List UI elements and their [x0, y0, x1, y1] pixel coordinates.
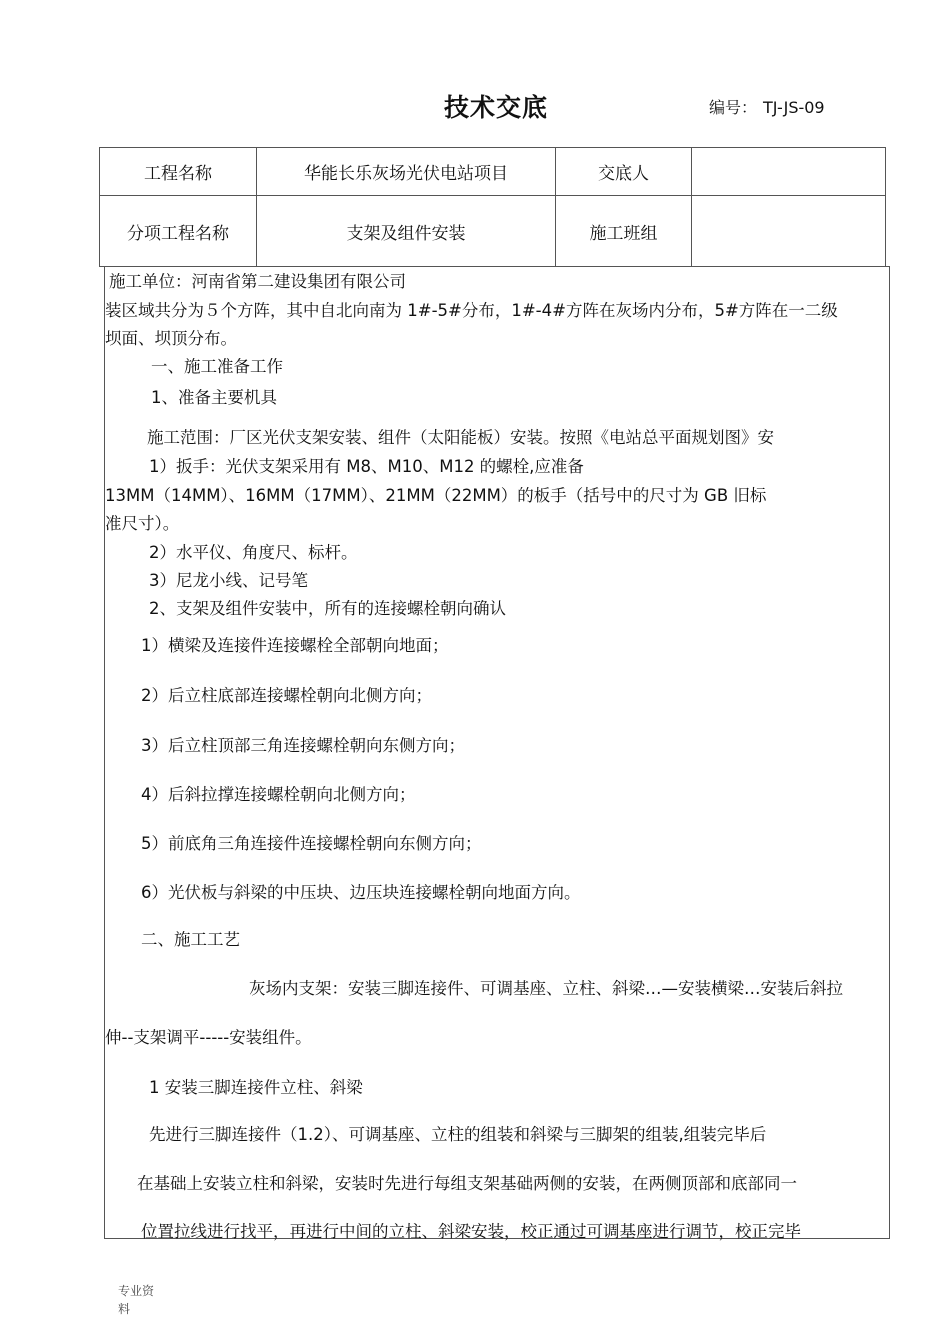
header-row-subproject — [100, 196, 886, 267]
section-heading: 一、施工准备工作 — [151, 357, 283, 376]
disclosure-content-box — [104, 266, 890, 1239]
header-table — [99, 147, 886, 267]
body-line: 2）水平仪、角度尺、标杆。 — [149, 543, 358, 562]
document-number-value: TJ-JS-09 — [763, 98, 825, 117]
body-line: 施工单位：河南省第二建设集团有限公司 — [109, 272, 406, 291]
sub-project-value: 支架及组件安装 — [257, 196, 556, 267]
body-line: 1 安装三脚连接件立柱、斜梁 — [149, 1078, 363, 1097]
body-line: 灰场内支架：安装三脚连接件、可调基座、立柱、斜梁…—安装横梁…安装后斜拉 — [249, 979, 843, 998]
body-line: 3）尼龙小线、记号笔 — [149, 571, 308, 590]
document-number — [709, 95, 825, 118]
body-line: 先进行三脚连接件（1.2）、可调基座、立柱的组装和斜梁与三脚架的组装,组装完毕后 — [149, 1125, 767, 1144]
body-line: 1）扳手：光伏支架采用有 M8、M10、M12 的螺栓,应准备 — [149, 457, 584, 476]
body-line: 13MM（14MM）、16MM（17MM）、21MM（22MM）的板手（括号中的尺寸为 GB 旧标 — [105, 486, 767, 505]
document-number-label: 编号： — [709, 98, 758, 117]
sub-project-label: 分项工程名称 — [100, 196, 257, 267]
body-line: 6）光伏板与斜梁的中压块、边压块连接螺栓朝向地面方向。 — [141, 883, 581, 902]
footer-line: 专业资 — [118, 1284, 155, 1298]
body-line: 3）后立柱顶部三角连接螺栓朝向东侧方向； — [141, 736, 465, 755]
body-line: 准尺寸）。 — [105, 514, 180, 533]
body-line: 4）后斜拉撑连接螺栓朝向北侧方向； — [141, 785, 416, 804]
body-line: 5）前底角三角连接件连接螺栓朝向东侧方向； — [141, 834, 482, 853]
project-name-value: 华能长乐灰场光伏电站项目 — [257, 148, 556, 196]
team-value — [692, 196, 886, 267]
body-line: 1）横梁及连接件连接螺栓全部朝向地面； — [141, 636, 449, 655]
disclosed-by-label: 交底人 — [556, 148, 692, 196]
body-line: 位置拉线进行找平，再进行中间的立柱、斜梁安装，校正通过可调基座进行调节，校正完毕 — [141, 1222, 801, 1241]
body-line: 坝面、坝顶分布。 — [105, 329, 237, 348]
project-name-label: 工程名称 — [100, 148, 257, 196]
body-line: 2、支架及组件安装中，所有的连接螺栓朝向确认 — [149, 599, 506, 618]
disclosed-by-value — [692, 148, 886, 196]
page-footer — [118, 1282, 154, 1318]
header-row-project — [100, 148, 886, 196]
team-label: 施工班组 — [556, 196, 692, 267]
section-heading: 二、施工工艺 — [141, 930, 240, 949]
body-line: 在基础上安装立柱和斜梁，安装时先进行每组支架基础两侧的安装，在两侧顶部和底部同一 — [137, 1174, 797, 1193]
body-line: 施工范围：厂区光伏支架安装、组件（太阳能板）安装。按照《电站总平面规划图》安 — [147, 428, 774, 447]
document-title: 技术交底 — [444, 93, 549, 122]
body-line: 1、准备主要机具 — [151, 388, 277, 407]
body-line: 装区域共分为５个方阵，其中自北向南为 1#-5#分布，1#-4#方阵在灰场内分布，5#方阵在一二级 — [105, 301, 838, 320]
footer-line: 料 — [118, 1302, 131, 1316]
body-line: 伸--支架调平-----安装组件。 — [105, 1028, 312, 1047]
body-line: 2）后立柱底部连接螺栓朝向北侧方向； — [141, 686, 432, 705]
